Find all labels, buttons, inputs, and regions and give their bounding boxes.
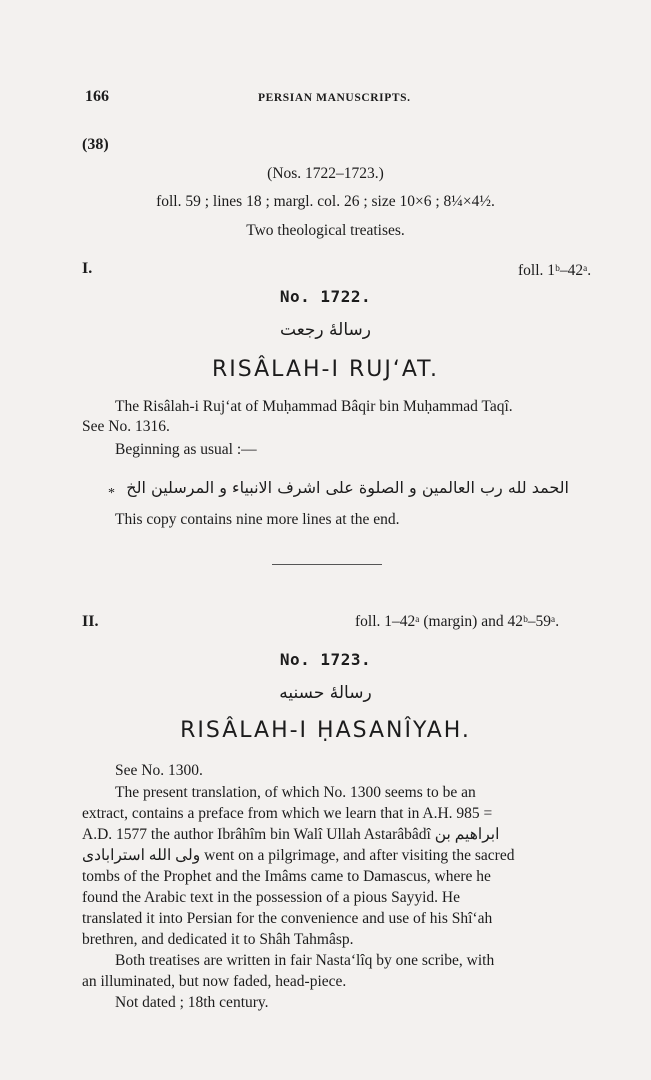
manuscript-numbers: (Nos. 1722–1723.) <box>267 165 384 182</box>
body-line: Not dated ; 18th century. <box>115 994 269 1011</box>
item-1-incipit: الحمد لله رب العالمين و الصلوة على اشرف الانبياء و المرسلين الخ <box>126 478 569 497</box>
body-line: extract, contains a preface from which we learn that in A.H. 985 = <box>82 805 493 822</box>
page-number: 166 <box>85 88 109 105</box>
item-2-see: See No. 1300. <box>115 762 203 779</box>
item-2-body <box>82 782 612 1013</box>
item-1-description-2: See No. 1316. <box>82 418 170 435</box>
item-2-roman: II. <box>82 613 99 630</box>
summary: Two theological treatises. <box>246 222 405 239</box>
running-title: PERSIAN MANUSCRIPTS. <box>258 92 411 104</box>
body-line: found the Arabic text in the possession of a pious Sayyid. He <box>82 889 460 906</box>
item-2-title: RISÂLAH-I ḤASANÎYAH. <box>180 718 471 743</box>
body-line: Both treatises are written in fair Nasta‘lîq by one scribe, with <box>115 952 495 969</box>
section-divider <box>272 564 382 565</box>
body-line: tombs of the Prophet and the Imâms came to Damascus, where he <box>82 868 491 885</box>
body-line: translated it into Persian for the convenience and use of his Shî‘ah <box>82 910 493 927</box>
item-2-arabic-title: رسالهٔ حسنيه <box>279 683 372 703</box>
item-1-description-1: The Risâlah-i Ruj‘at of Muḥammad Bâqir bin Muḥammad Taqî. <box>115 398 513 415</box>
item-1-folios: foll. 1ᵇ–42ᵃ. <box>518 262 592 279</box>
item-2-folios: foll. 1–42ᵃ (margin) and 42ᵇ–59ᵃ. <box>355 613 560 630</box>
item-1-title: RISÂLAH-I RUJ‘AT. <box>211 357 439 382</box>
item-2-number: No. 1723. <box>279 650 372 669</box>
body-line: A.D. 1577 the author Ibrâhîm bin Walî Ullah Astarâbâdî ابراهيم بن <box>82 826 500 843</box>
physical-description: foll. 59 ; lines 18 ; margl. col. 26 ; size 10×6 ; 8¼×4½. <box>156 193 495 210</box>
body-line: The present translation, of which No. 1300 seems to be an <box>115 784 476 801</box>
incipit-marker: * <box>108 486 115 501</box>
body-line: ولى الله استرابادى went on a pilgrimage, and after visiting the sacred <box>82 847 515 864</box>
entry-number: (38) <box>82 136 109 153</box>
item-1-beginning: Beginning as usual :— <box>115 441 257 458</box>
body-line: an illuminated, but now faded, head-piece. <box>82 973 347 990</box>
item-1-arabic-title: رسالهٔ رجعت <box>280 320 371 340</box>
body-line: brethren, and dedicated it to Shâh Tahmâsp. <box>82 931 354 948</box>
item-1-number: No. 1722. <box>279 287 372 306</box>
item-1-note: This copy contains nine more lines at the end. <box>115 511 400 528</box>
item-1-roman: I. <box>82 260 93 277</box>
